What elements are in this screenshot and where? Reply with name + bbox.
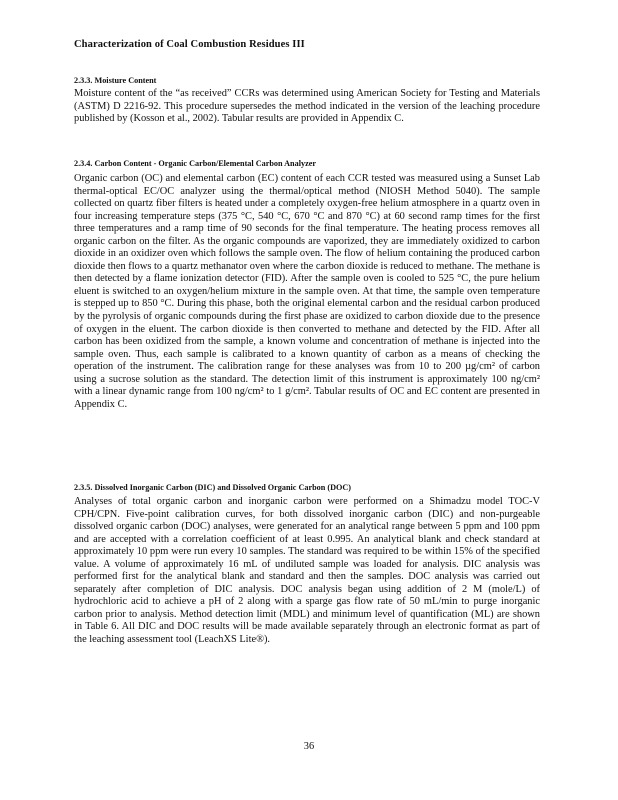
section-body-dissolved-carbon: Analyses of total organic carbon and inorganic carbon were performed on a Shimadzu model TOC-V CPH/CPN. Five-point calibration curves, for both dissolved inorganic carbon (DIC) and non-purgeable dissolved organic carbon (DOC) analyses, were generated for an analytical range between 5 ppm and 100 ppm and are accepted with a correlation coefficient of at least 0.995. An analytical blank and check standard at approximately 10 ppm were run every 10 samples. The standard was required to be within 15% of the specified value. A volume of approximately 16 mL of undiluted sample was loaded for analysis. DIC analysis was performed first for the analytical blank and standard and then the samples. DOC analysis was carried out separately after completion of DIC analysis. DOC analysis began using addition of 2 M (mole/L) of hydrochloric acid to achieve a pH of 2 along with a sparge gas flow rate of 50 mL/min to purge inorganic carbon prior to analysis. Method detection limit (MDL) and minimum level of quantification (ML) are shown in Table 6. All DIC and DOC results will be made available separately through an electronic format as part of the leaching assessment tool (LeachXS Lite®). <box>74 496 540 646</box>
section-body-carbon-content: Organic carbon (OC) and elemental carbon (EC) content of each CCR tested was measured using a Sunset Lab thermal-optical EC/OC analyzer using the thermal/optical method (NIOSH Method 5040). The sample collected on quartz fiber filters is heated under a completely oxygen-free helium atmosphere in a quartz oven in four increasing temperature steps (375 °C, 540 °C, 670 °C and 870 °C) at 60 second ramp times for the first three temperatures and a ramp time of 90 seconds for the final temperature. The heating process removes all organic carbon on the filter. As the organic compounds are vaporized, they are immediately oxidized to carbon dioxide in an oxidizer oven which follows the sample oven. The flow of helium containing the produced carbon dioxide then flows to a quartz methanator oven where the carbon dioxide is reduced to methane. The methane is then detected by a flame ionization detector (FID). After the sample oven is cooled to 525 °C, the pure helium eluent is switched to an oxygen/helium mixture in the sample oven. At that time, the sample oven temperature is stepped up to 850 °C. During this phase, both the original elemental carbon and the residual carbon produced by the pyrolysis of organic compounds during the first phase are oxidized to carbon dioxide due to the presence of oxygen in the eluent. The carbon dioxide is then converted to methane and detected by the FID. After all carbon has been oxidized from the sample, a known volume and concentration of methane is injected into the sample oven. Thus, each sample is calibrated to a known quantity of carbon as a means of checking the operation of the instrument. The calibration range for these analyses was from 10 to 200 µg/cm² of carbon using a sucrose solution as the standard. The detection limit of this instrument is approximately 100 ng/cm² with a linear dynamic range from 100 ng/cm² to 1 g/cm². Tabular results of OC and EC content are presented in Appendix C. <box>74 173 540 410</box>
section-body-moisture-content: Moisture content of the “as received” CCRs was determined using American Society for Testing and Materials (ASTM) D 2216-92. This procedure supersedes the method indicated in the version of the leaching procedure published by (Kosson et al., 2002). Tabular results are provided in Appendix C. <box>74 88 540 125</box>
page-number: 36 <box>303 741 315 752</box>
section-heading-moisture-content: 2.3.3. Moisture Content <box>74 76 157 85</box>
section-heading-dissolved-carbon: 2.3.5. Dissolved Inorganic Carbon (DIC) and Dissolved Organic Carbon (DOC) <box>74 483 352 492</box>
section-heading-carbon-content: 2.3.4. Carbon Content - Organic Carbon/Elemental Carbon Analyzer <box>74 159 316 168</box>
running-head: Characterization of Coal Combustion Residues III <box>74 39 305 50</box>
